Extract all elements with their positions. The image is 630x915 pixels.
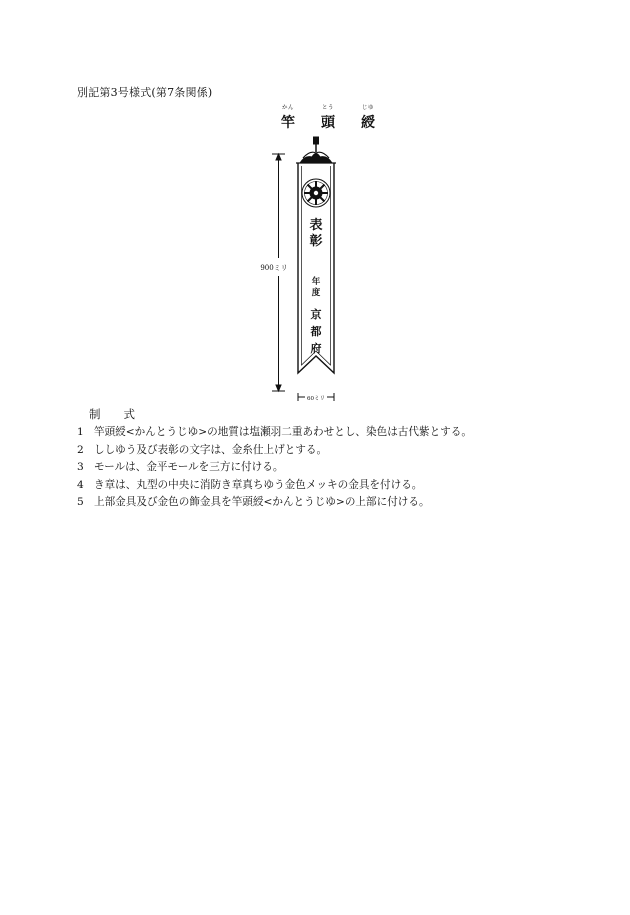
title-kanji: 頭 (321, 115, 335, 131)
rule-item (77, 477, 472, 495)
hanger-fitting (300, 137, 332, 163)
length-dimension (272, 154, 285, 391)
ribbon-char: 彰 (309, 234, 323, 249)
rule-text: き章は、丸型の中央に消防き章真ちゆう金色メッキの金具を付ける。 (94, 478, 423, 491)
rule-item (77, 494, 472, 512)
ribbon-char: 京 (310, 308, 322, 321)
fire-emblem (302, 179, 330, 207)
rule-item (77, 424, 472, 442)
rule-number: 2 (77, 443, 84, 456)
rule-item (77, 459, 472, 477)
rule-text: ししゆう及び表彰の文字は、金糸仕上げとする。 (94, 443, 328, 456)
ribbon-char: 府 (310, 342, 322, 355)
rule-number: 4 (77, 478, 84, 491)
rule-text: 竿頭綬<かんとうじゆ>の地質は塩瀬羽二重あわせとし、染色は古代紫とする。 (94, 426, 472, 438)
ribbon-figure (0, 0, 630, 410)
section-title: 制 式 (89, 407, 135, 421)
title-ruby: とう (321, 105, 334, 111)
ribbon-char: 都 (310, 325, 322, 338)
title-kanji: 竿 (281, 115, 295, 131)
title-kanji: 綬 (361, 115, 375, 131)
rule-number: 5 (77, 496, 84, 508)
length-label: 900ミリ (260, 264, 288, 272)
rule-text: モールは、金平モールを三方に付ける。 (94, 461, 284, 473)
title-ruby: かん (281, 105, 294, 111)
rule-item (77, 442, 472, 460)
rules-list (77, 424, 472, 512)
ribbon-char: 表 (309, 218, 323, 233)
ribbon-char: 年 (311, 277, 321, 287)
rule-text: 上部金具及び金色の飾金具を竿頭綬<かんとうじゆ>の上部に付ける。 (94, 496, 430, 508)
rule-number: 3 (77, 461, 84, 473)
document-header: 別記第3号様式(第7条関係) (77, 86, 213, 99)
width-label: 60ミリ (307, 396, 325, 402)
title-ruby: じゆ (361, 105, 374, 111)
ribbon-char: 度 (311, 288, 321, 298)
rule-number: 1 (77, 426, 84, 438)
